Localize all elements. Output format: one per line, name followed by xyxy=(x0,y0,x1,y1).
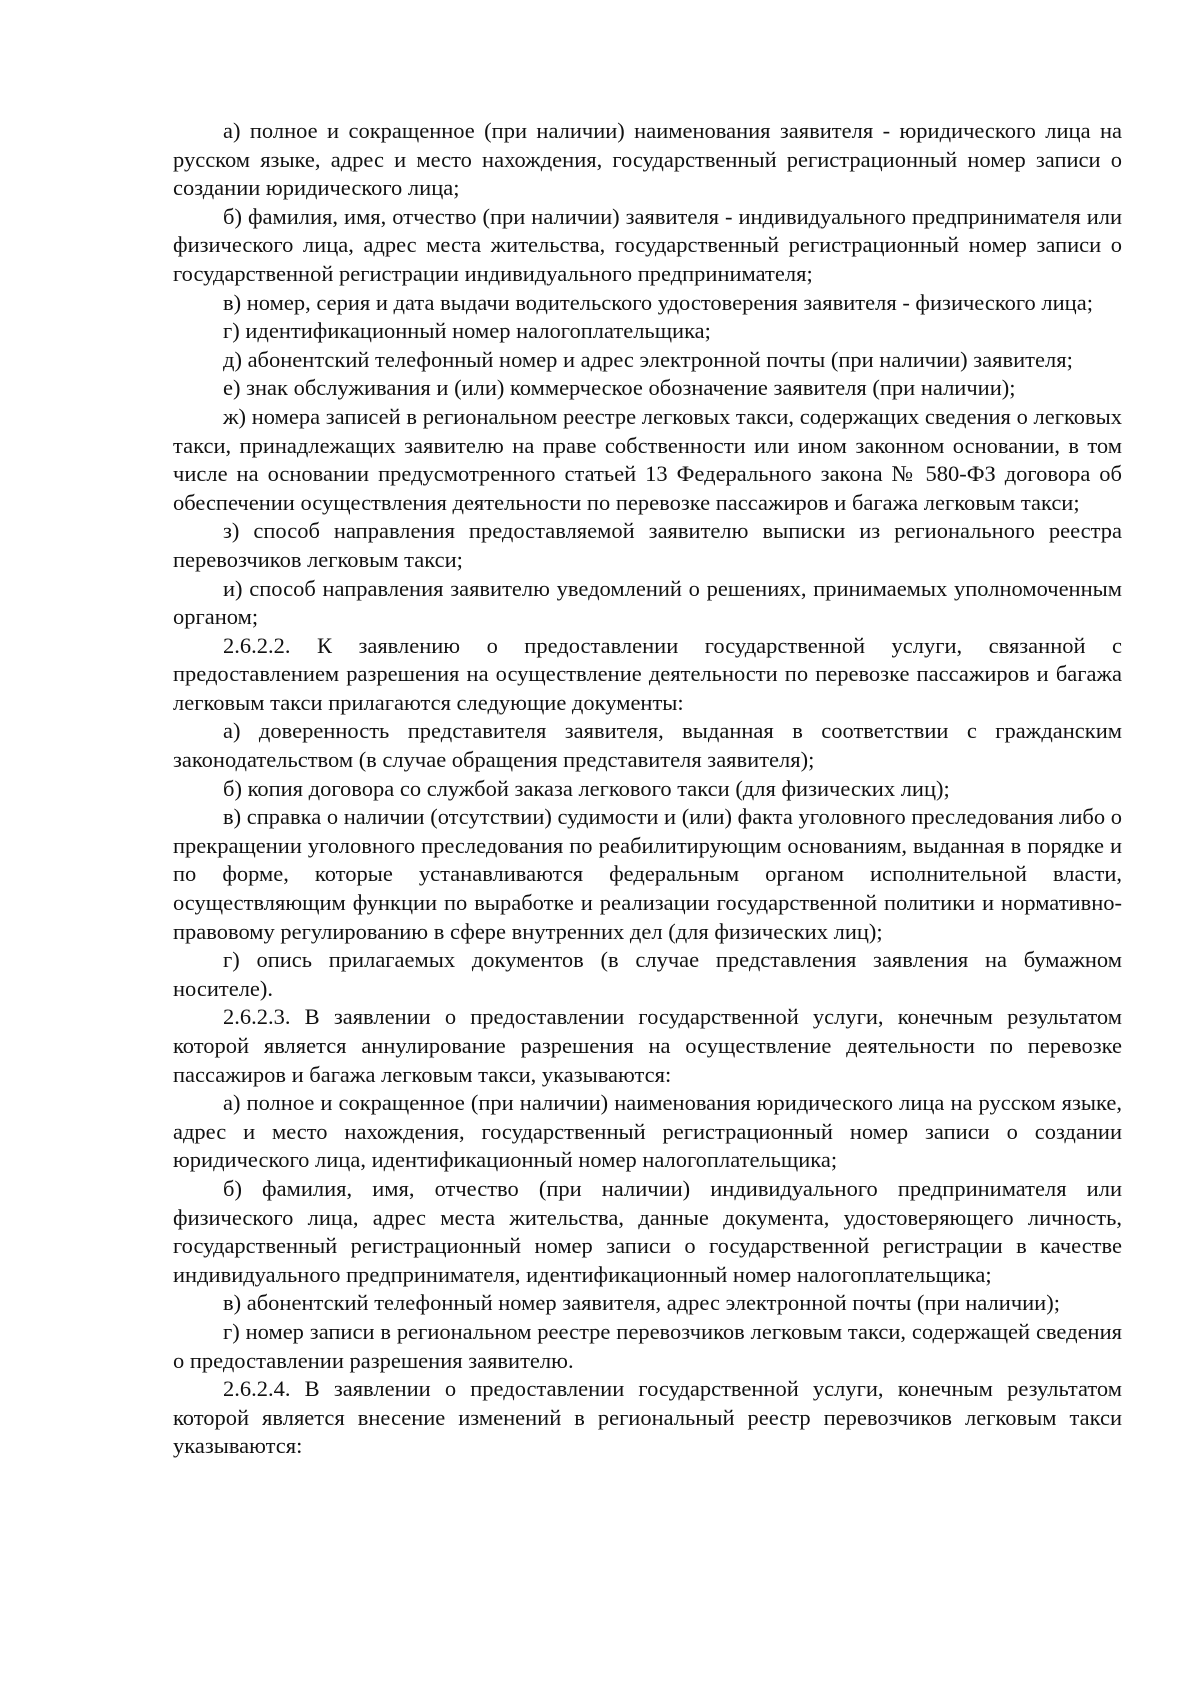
paragraph-item-a-legal-entity-annul: а) полное и сокращенное (при наличии) наименования юридического лица на русском языке, адрес и место нахождения, государственный регистрационный номер записи о создании юридического лица, идентификационный номер налогоплательщика; xyxy=(173,1090,1122,1173)
document-page xyxy=(173,117,1122,1461)
paragraph-section-2-6-2-3: 2.6.2.3. В заявлении о предоставлении государственной услуги, конечным результатом которой является аннулирование разрешения на осуществление деятельности по перевозке пассажиров и багажа легковым такси, указываются: xyxy=(173,1004,1122,1087)
paragraph-item-v-contacts-annul: в) абонентский телефонный номер заявителя, адрес электронной почты (при наличии); xyxy=(223,1290,1060,1316)
paragraph-section-2-6-2-2: 2.6.2.2. К заявлению о предоставлении государственной услуги, связанной с предоставлением разрешения на осуществление деятельности по перевозке пассажиров и багажа легковым такси прилагаются следующие документы: xyxy=(173,632,1122,715)
paragraph-item-b-entrepreneur: б) фамилия, имя, отчество (при наличии) заявителя - индивидуального предпринимателя или физического лица, адрес места жительства, государственный регистрационный номер записи о государственной регистрации индивидуального предпринимателя; xyxy=(173,203,1122,286)
paragraph-item-z-extract-delivery: з) способ направления предоставляемой заявителю выписки из регионального реестра перевозчиков легковым такси; xyxy=(173,518,1122,572)
paragraph-item-g-tax-id: г) идентификационный номер налогоплательщика; xyxy=(223,318,711,344)
paragraph-item-d-contacts: д) абонентский телефонный номер и адрес электронной почты (при наличии) заявителя; xyxy=(223,346,1073,372)
paragraph-section-2-6-2-4: 2.6.2.4. В заявлении о предоставлении государственной услуги, конечным результатом которой является внесение изменений в региональный реестр перевозчиков легковым такси указываются: xyxy=(173,1376,1122,1459)
paragraph-item-zh-registry-records: ж) номера записей в региональном реестре легковых такси, содержащих сведения о легковых такси, принадлежащих заявителю на праве собственности или ином законном основании, в том числе на основании предусмотренного статьей 13 Федерального закона № 580-ФЗ договора об обеспечении осуществления деятельности по перевозке пассажиров и багажа легковым такси; xyxy=(173,403,1122,515)
paragraph-item-e-trademark: е) знак обслуживания и (или) коммерческое обозначение заявителя (при наличии); xyxy=(223,375,1016,401)
paragraph-item-b-entrepreneur-annul: б) фамилия, имя, отчество (при наличии) индивидуального предпринимателя или физического лица, адрес места жительства, данные документа, удостоверяющего личность, государственный регистрационный номер записи о государственной регистрации в качестве индивидуального предпринимателя, идентификационный номер налогоплательщика; xyxy=(173,1175,1122,1287)
paragraph-item-i-notification-method: и) способ направления заявителю уведомлений о решениях, принимаемых уполномоченным органом; xyxy=(173,575,1122,630)
paragraph-item-g-document-inventory: г) опись прилагаемых документов (в случае представления заявления на бумажном носителе). xyxy=(173,947,1122,1001)
paragraph-item-b-contract-copy: б) копия договора со службой заказа легкового такси (для физических лиц); xyxy=(223,775,950,801)
paragraph-item-a-legal-entity: а) полное и сокращенное (при наличии) наименования заявителя - юридического лица на русском языке, адрес и место нахождения, государственный регистрационный номер записи о создании юридического лица; xyxy=(173,118,1122,201)
paragraph-item-a-power-of-attorney: а) доверенность представителя заявителя, выданная в соответствии с гражданским законодательством (в случае обращения представителя заявителя); xyxy=(173,718,1122,773)
paragraph-item-v-driver-license: в) номер, серия и дата выдачи водительского удостоверения заявителя - физического лица; xyxy=(223,289,1093,315)
paragraph-item-v-criminal-record: в) справка о наличии (отсутствии) судимости и (или) факта уголовного преследования либо о прекращении уголовного преследования по реабилитирующим основаниям, выданная в порядке и по форме, которые устанавливаются федеральным органом исполнительной власти, осуществляющим функции по выработке и реализации государственной политики и нормативно-правовому регулированию в сфере внутренних дел (для физических лиц); xyxy=(173,804,1122,944)
paragraph-item-g-registry-record: г) номер записи в региональном реестре перевозчиков легковым такси, содержащей сведения о предоставлении разрешения заявителю. xyxy=(173,1318,1122,1373)
